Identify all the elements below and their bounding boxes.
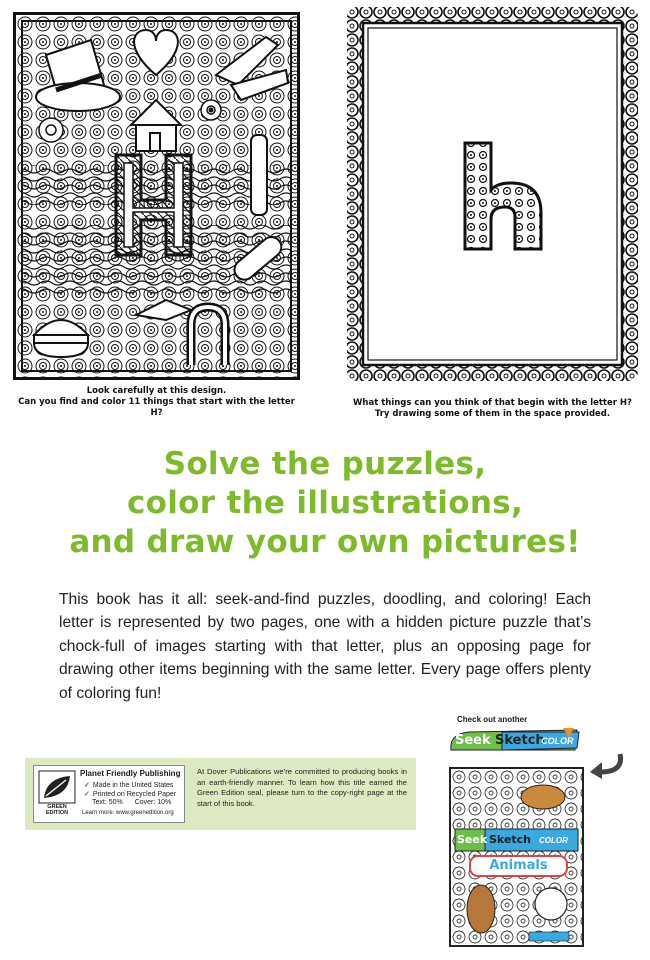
- headline-line2: color the illustrations,: [126, 485, 524, 521]
- text-percentage: Text: 50%: [92, 799, 123, 806]
- logo-seek: Seek: [455, 733, 491, 748]
- right-caption-line1: What things can you think of that begin with the letter H?: [353, 398, 632, 408]
- headline-line1: Solve the puzzles,: [163, 446, 487, 482]
- drawing-page: [345, 5, 640, 383]
- seal-item-1: ✓ Made in the United States: [84, 782, 174, 789]
- check-icon: ✓: [84, 782, 90, 789]
- left-caption-line2: Can you find and color 11 things that start with the letter H?: [18, 397, 295, 418]
- promo-book-cover[interactable]: [449, 767, 584, 947]
- seal-word: GREEN EDITION: [45, 804, 69, 816]
- seal-percentages: [92, 799, 171, 806]
- hidden-picture-page: [13, 12, 300, 380]
- cover-title: Animals: [469, 855, 568, 877]
- left-page-caption: [13, 386, 300, 419]
- logo-sketch: Sketch: [495, 733, 545, 748]
- seal-title: Planet Friendly Publishing: [80, 769, 181, 778]
- cover-logo-seek: Seek: [457, 833, 488, 846]
- cover-percentage: Cover: 10%: [134, 799, 172, 806]
- seal-item-2: ✓ Printed on Recycled Paper: [84, 791, 177, 798]
- left-caption-line1: Look carefully at this design.: [86, 386, 227, 396]
- right-caption-line2: Try drawing some of them in the space provided.: [374, 409, 611, 419]
- series-logo: [447, 728, 582, 754]
- scalloped-frame: [345, 5, 640, 383]
- book-description: This book has it all: seek-and-find puzzles, doodling, and coloring! Each letter is represented by two pages, one with a hidden picture puzzle that’s chock-full of images starting with that letter, plus an opposing page for drawing other items beginning with the same letter. Every page offers plenty of coloring fun!: [59, 591, 591, 702]
- cover-logo-color: COLOR: [539, 836, 568, 845]
- dover-statement: At Dover Publications we’re committed to producing books in an earth-friendly manner. To learn how this title earned the Green Edition seal, please turn to the copy-right page at the start of this book.: [197, 767, 407, 808]
- right-page-caption: [345, 398, 640, 420]
- green-edition-seal: [33, 765, 185, 823]
- hidden-picture-illustration: [16, 15, 297, 377]
- headline: [0, 445, 650, 562]
- logo-color: COLOR: [541, 736, 574, 746]
- seal-learn-more: Learn more: www.greenedition.org: [82, 810, 174, 816]
- headline-line3: and draw your own pictures!: [69, 524, 581, 560]
- check-icon: ✓: [84, 791, 90, 798]
- curved-arrow-icon: [586, 752, 626, 780]
- promo-label: Check out another: [457, 715, 528, 724]
- cover-logo-sketch: Sketch: [489, 833, 532, 846]
